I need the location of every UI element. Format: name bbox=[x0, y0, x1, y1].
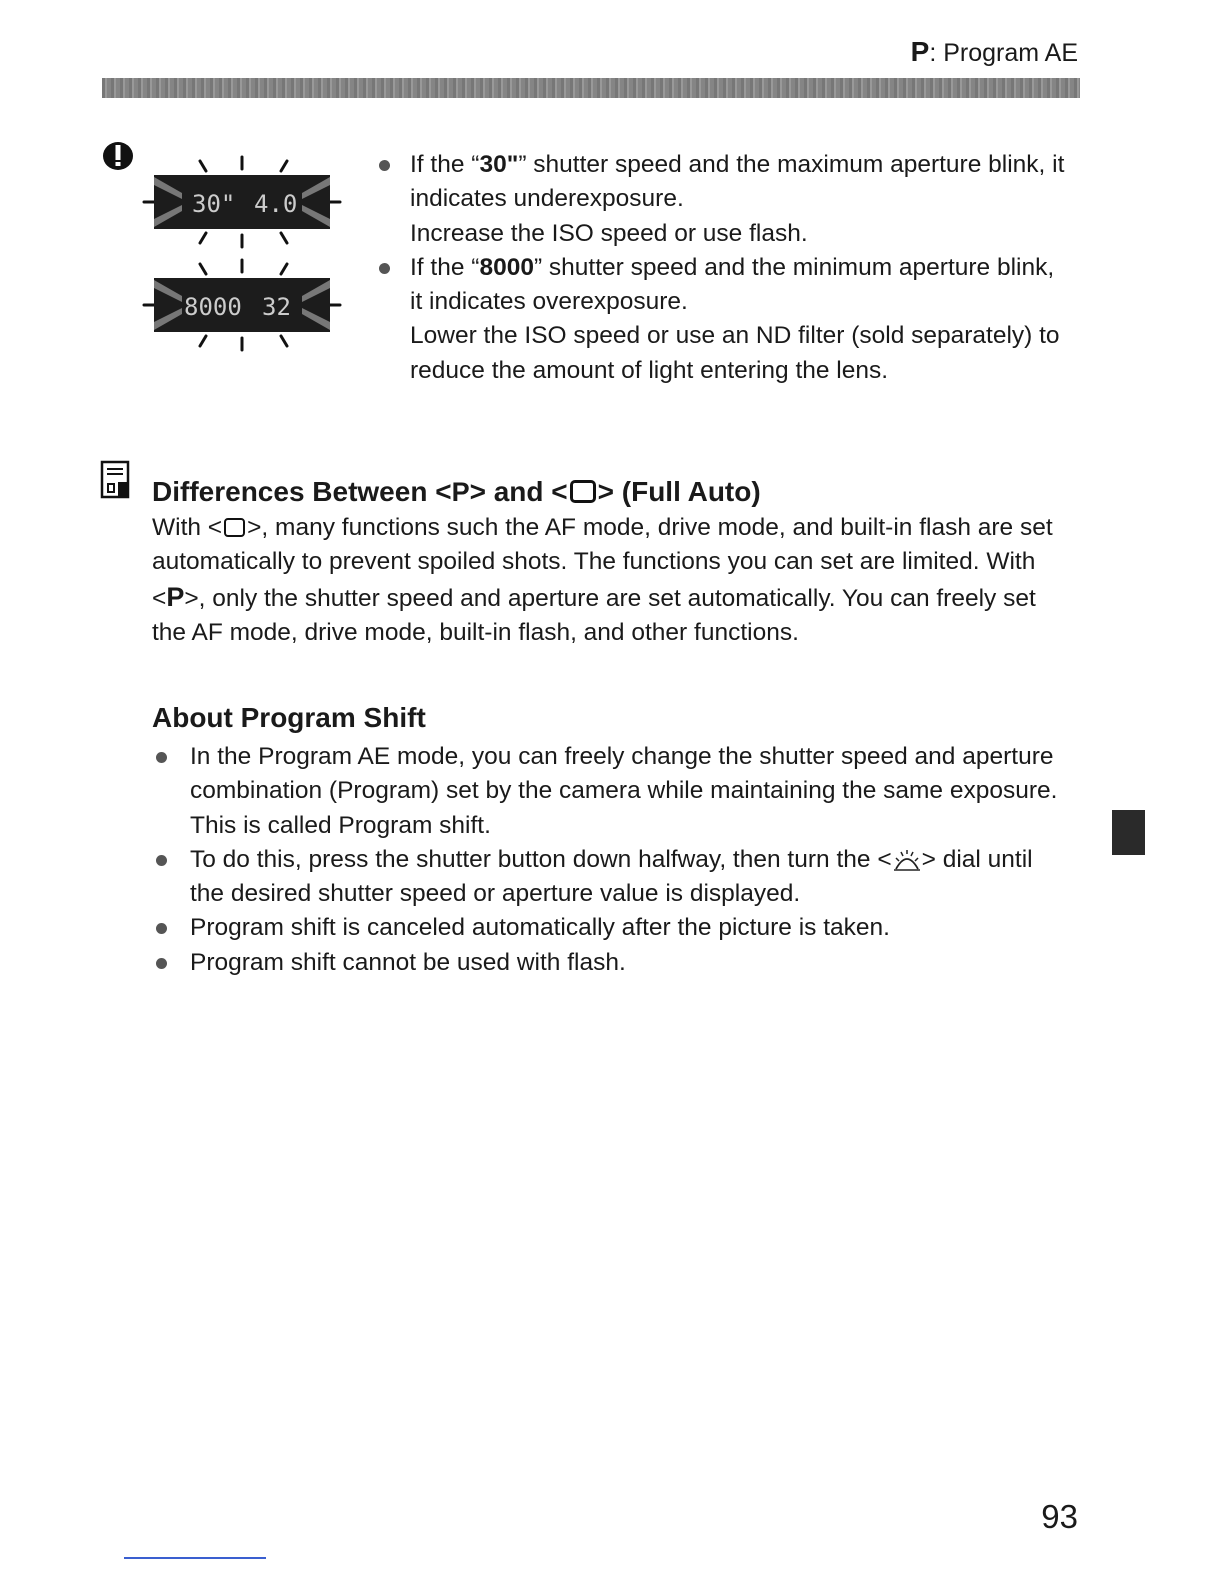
header-rule bbox=[102, 78, 1080, 98]
caution-icon bbox=[101, 140, 135, 172]
chapter-tab bbox=[1112, 810, 1145, 855]
lcd-underexposure-icon bbox=[142, 155, 342, 250]
note-icon bbox=[100, 460, 132, 500]
header-mode-name: : Program AE bbox=[929, 39, 1078, 67]
header-mode-letter: P bbox=[910, 36, 930, 67]
main-dial-icon bbox=[892, 847, 922, 873]
lcd-overexposure-icon bbox=[142, 258, 342, 353]
page-header bbox=[911, 36, 1078, 68]
lcd-over-aperture: 32 bbox=[262, 293, 291, 321]
list-item: Program shift is canceled automatically after the picture is taken. bbox=[152, 911, 1072, 945]
list-item: In the Program AE mode, you can freely change the shutter speed and aperture combination (Program) set by the camera while maintaining the same exposure. This is called Program shift. bbox=[152, 740, 1072, 843]
program-shift-list bbox=[152, 740, 1072, 980]
warning-list bbox=[376, 148, 1066, 388]
lcd-under-aperture: 4.0 bbox=[254, 190, 298, 218]
differences-heading: Differences Between <P> and < > (Full Auto) bbox=[152, 476, 761, 507]
footer-line bbox=[124, 1557, 266, 1559]
lcd-over-shutter: 8000 bbox=[184, 293, 242, 321]
lcd-under-shutter: 30" bbox=[192, 190, 236, 218]
differences-paragraph: With < >, many functions such the AF mode, drive mode, and built-in flash are set automatically to prevent spoiled shots. The functions you can set are limited. With <P>, only the shutter speed and aperture are set automatically. You can freely set the AF mode, drive mode, built-in flash, and other functions. bbox=[152, 514, 1053, 646]
list-item: Program shift cannot be used with flash. bbox=[152, 946, 1072, 980]
full-auto-icon bbox=[570, 480, 596, 503]
program-shift-heading: About Program Shift bbox=[152, 702, 426, 733]
list-item: If the “30"” shutter speed and the maximum aperture blink, it indicates underexposure. Increase the ISO speed or use flash. bbox=[376, 148, 1066, 251]
full-auto-icon bbox=[224, 518, 245, 537]
list-item: To do this, press the shutter button down halfway, then turn the < > dial until the desired shutter speed or aperture value is displayed. bbox=[152, 843, 1072, 912]
list-item: If the “8000” shutter speed and the minimum aperture blink, it indicates overexposure. Lower the ISO speed or use an ND filter (sold separately) to reduce the amount of light entering the lens. bbox=[376, 251, 1066, 388]
page-number: 93 bbox=[1041, 1498, 1078, 1535]
